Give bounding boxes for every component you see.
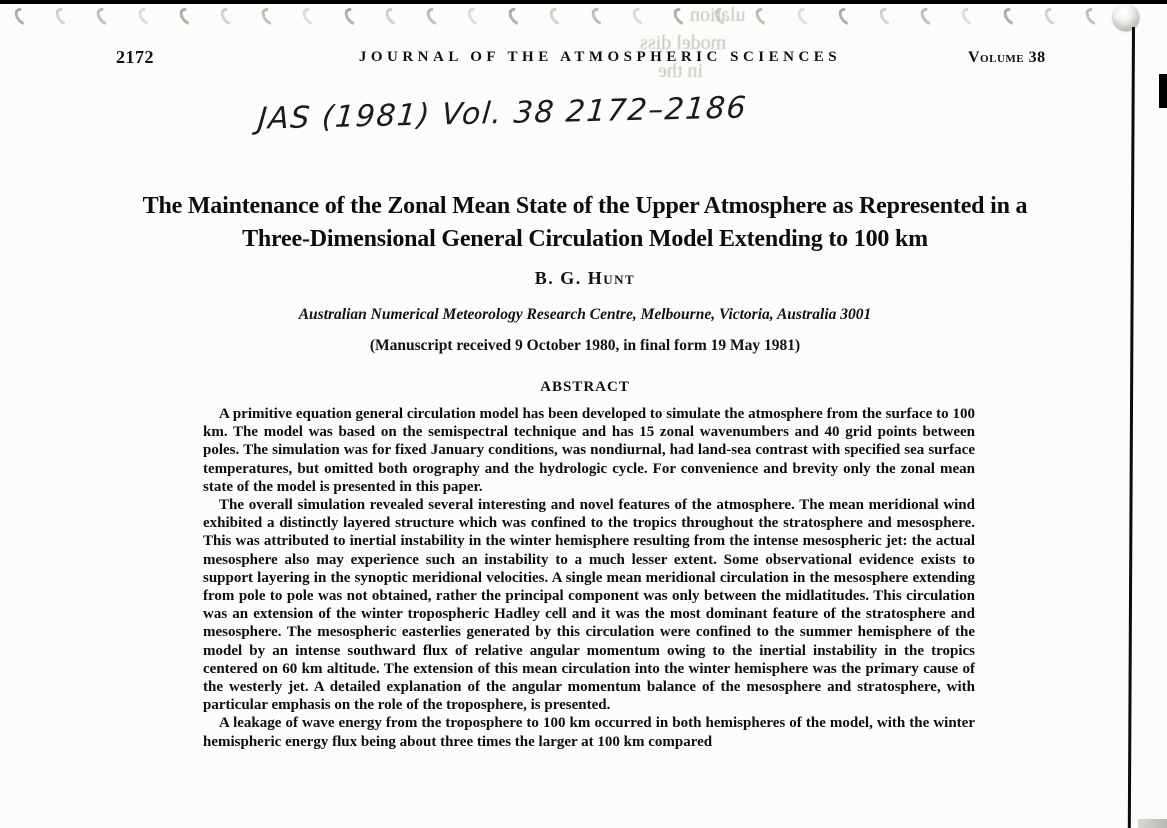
binding-mark: [53, 5, 75, 28]
bleedthrough-line: in the: [658, 60, 703, 82]
binding-mark: [588, 5, 610, 28]
manuscript-received-note: (Manuscript received 9 October 1980, in final form 19 May 1981): [369, 337, 801, 354]
binding-mark: [94, 5, 116, 28]
binding-mark: [12, 5, 34, 28]
binding-mark: [918, 5, 940, 28]
author-name: B. G. Hunt: [534, 268, 636, 288]
abstract-body: [203, 405, 975, 751]
binding-mark: [1082, 5, 1104, 28]
abstract-heading: ABSTRACT: [540, 379, 630, 395]
abstract-paragraph: A primitive equation general circulation model has been developed to simulate the atmosphere from the surface to 100 km. The model was based on the semispectral technique and has 15 zonal wavenumbers and 40 grid points between poles. The simulation was for fixed January conditions, was nondiurnal, had land-sea contrast with specified sea surface temperatures, but omitted both orography and the hydrologic cycle. For convenience and brevity only the zonal mean state of the model is presented in this paper.: [203, 406, 975, 495]
journal-running-head: JOURNAL OF THE ATMOSPHERIC SCIENCES: [358, 49, 842, 65]
binding-mark: [1041, 5, 1063, 28]
binding-mark: [753, 5, 775, 28]
binding-mark: [506, 5, 528, 28]
page-edge-line: [1128, 27, 1135, 828]
binding-mark: [217, 5, 239, 28]
author-affiliation: Australian Numerical Meteorology Research Centre, Melbourne, Victoria, Australia 3001: [298, 306, 872, 323]
article-title-line2: Three-Dimensional General Circulation Model Extending to 100 km: [242, 225, 928, 252]
binding-mark: [423, 5, 445, 28]
binder-hole: [1113, 4, 1139, 30]
volume-label: Volume 38: [968, 49, 1046, 66]
edge-ink-mark: [1159, 74, 1167, 108]
binding-mark: [835, 5, 857, 28]
binding-mark: [794, 5, 816, 28]
binding-mark: [341, 5, 363, 28]
binding-mark: [300, 5, 322, 28]
bleedthrough-line: model diss: [640, 32, 727, 54]
abstract-paragraph: The overall simulation revealed several interesting and novel features of the atmosphere. The mean meridional wind exhibited a distinctly layered structure which was confined to the tropics throughout the stratosphere and mesosphere. This was attributed to inertial instability in the winter hemisphere resulting from the intense mesospheric jet: the actual mesosphere also may experience such an instability to a much lesser extent. Some observational evidence exists to support layering in the synoptic meridional velocities. A single mean meridional circulation in the mesosphere extending from pole to pole was not obtained, rather the principal component was only between the midlatitudes. This circulation was an extension of the winter tropospheric Hadley cell and it was the most dominant feature of the stratosphere and mesosphere. The mesospheric easterlies generated by this circulation were confined to the summer hemisphere of the model by an intense southward flux of relative angular momentum owing to the inertial instability in the tropics centered on 60 km altitude. The extension of this mean circulation into the winter hemisphere was the primary cause of the westerly jet. A detailed explanation of the angular momentum balance of the mesosphere and stratosphere, with particular emphasis on the role of the troposphere, is presented.: [203, 497, 975, 714]
scan-top-edge: [0, 0, 1167, 4]
binding-mark: [547, 5, 569, 28]
binding-mark: [1000, 5, 1022, 28]
binding-mark: [176, 5, 198, 28]
bleedthrough-line: ulation: [690, 4, 746, 26]
binding-marks: [16, 7, 1100, 31]
binding-mark: [959, 5, 981, 28]
page-number: 2172: [116, 47, 154, 67]
corner-smudge: [1138, 819, 1167, 828]
binding-mark: [259, 5, 281, 28]
handwritten-annotation: JAS (1981) Vol. 38 2172–2186: [256, 90, 749, 137]
article-title: [85, 190, 1085, 255]
binding-mark: [629, 5, 651, 28]
binding-mark: [382, 5, 404, 28]
binding-mark: [135, 5, 157, 28]
abstract-paragraph: A leakage of wave energy from the troposphere to 100 km occurred in both hemispheres of the model, with the winter hemispheric energy flux being about three times the larger at 100 km compared: [203, 715, 975, 750]
binding-mark: [465, 5, 487, 28]
binding-mark: [876, 5, 898, 28]
article-title-line1: The Maintenance of the Zonal Mean State of the Upper Atmosphere as Represented in a: [142, 193, 1028, 219]
